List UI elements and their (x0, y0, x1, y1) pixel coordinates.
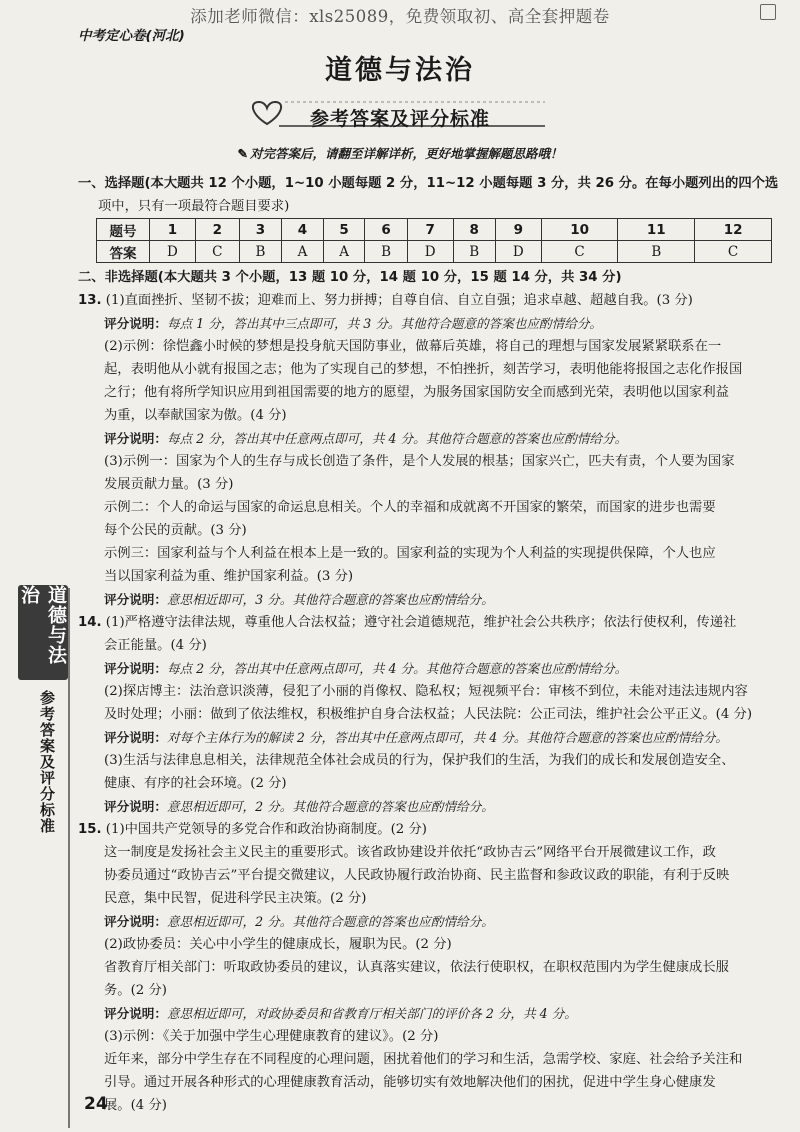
answer-line: 起，表明他从小就有报国之志；他为了实现自己的梦想，不怕挫折，刻苦学习，表明他能将报国之志化作报国 (104, 362, 743, 377)
answer-line: 这一制度是发扬社会主义民主的重要形式。该省政协建设并依托“政协吉云”网络平台开展微建议工作，政 (104, 845, 716, 860)
table-cell: B (453, 241, 495, 263)
answer-line: 协委员通过“政协吉云”平台提交微建议，人民政协履行政治协商、民主监督和参政议政的职能，有利于反映 (104, 868, 730, 883)
table-row-label: 答案 (97, 241, 150, 263)
table-row-numbers (97, 219, 772, 241)
table-cell: 8 (453, 219, 495, 241)
table-cell: 3 (239, 219, 281, 241)
answer-line: (2)示例：徐恺鑫小时候的梦想是投身航天国防事业，做幕后英雄，将自己的理想与国家发展紧紧联系在一 (104, 339, 722, 354)
table-cell: 11 (618, 219, 695, 241)
corner-square-icon (760, 4, 776, 20)
section-1-line2: 项中，只有一项最符合题目要求) (98, 199, 290, 214)
section-1-line1: 一、选择题(本大题共 12 个小题，1~10 小题每题 2 分，11~12 小题每题 3 分，共 26 分。在每小题列出的四个选 (78, 176, 779, 191)
table-cell: 9 (495, 219, 541, 241)
table-cell: A (282, 241, 324, 263)
table-cell: 4 (282, 219, 324, 241)
table-cell: C (541, 241, 618, 263)
eval-note: 评分说明：意思相近即可，3 分。其他符合题意的答案也应酌情给分。 (104, 592, 494, 607)
table-cell: 6 (365, 219, 407, 241)
q13-line: 13. (1)直面挫折、坚韧不拔；迎难而上、努力拼搏；自尊自信、自立自强；追求卓越、超越自我。(3 分) (78, 293, 693, 308)
answer-line: 民意，集中民智，促进科学民主决策。(2 分) (104, 891, 367, 906)
answer-table (96, 218, 772, 263)
watermark-text: 添加老师微信：xls25089，免费领取初、高全套押题卷 (190, 7, 610, 26)
table-row-label: 题号 (97, 219, 150, 241)
question-number: 14. (78, 615, 102, 630)
answer-line: 会正能量。(4 分) (104, 638, 207, 653)
answer-line: 近年来，部分中学生存在不同程度的心理问题，困扰着他们的学习和生活，急需学校、家庭、社会给予关注和 (104, 1052, 743, 1067)
section-1 (78, 172, 779, 218)
page-number: 24 (84, 1094, 108, 1114)
eval-note: 评分说明：意思相近即可，对政协委员和省教育厅相关部门的评价各 2 分，共 4 分。 (104, 1006, 577, 1021)
side-divider (68, 588, 70, 1128)
answer-line: (2)探店博主：法治意识淡薄，侵犯了小丽的肖像权、隐私权；短视频平台：审核不到位，未能对违法违规内容 (104, 684, 748, 699)
eval-note: 评分说明：对每个主体行为的解读 2 分，答出其中任意两点即可，共 4 分。其他符合题意的答案也应酌情给分。 (104, 730, 728, 745)
table-cell: 7 (407, 219, 453, 241)
table-cell: D (495, 241, 541, 263)
table-cell: 10 (541, 219, 618, 241)
page-title: 道德与法治 (325, 55, 475, 86)
eval-note: 评分说明：每点 2 分，答出其中任意两点即可，共 4 分。其他符合题意的答案也应酌情给分。 (104, 661, 628, 676)
answer-line: 引导。通过开展各种形式的心理健康教育活动，能够切实有效地解决他们的困扰，促进中学生身心健康发 (104, 1075, 716, 1090)
table-cell: B (239, 241, 281, 263)
subtitle: 参考答案及评分标准 (309, 108, 490, 130)
answer-line: 每个公民的贡献。(3 分) (104, 523, 247, 538)
answer-line: 发展贡献力量。(3 分) (104, 477, 234, 492)
eval-note: 评分说明：每点 2 分，答出其中任意两点即可，共 4 分。其他符合题意的答案也应酌情给分。 (104, 431, 628, 446)
table-cell: C (695, 241, 772, 263)
table-cell: C (195, 241, 239, 263)
eval-note: 评分说明：每点 1 分，答出其中三点即可，共 3 分。其他符合题意的答案也应酌情给分。 (104, 316, 603, 331)
side-section-label: 参考答案及评分标准 (38, 690, 56, 834)
table-row-answers (97, 241, 772, 263)
table-cell: B (618, 241, 695, 263)
eval-note: 评分说明：意思相近即可，2 分。其他符合题意的答案也应酌情给分。 (104, 914, 494, 929)
section-2-heading: 二、非选择题(本大题共 3 个小题，13 题 10 分，14 题 10 分，15 题 14 分，共 34 分) (78, 270, 622, 285)
answer-line: 展。(4 分) (104, 1098, 167, 1113)
answer-line: 及时处理；小丽：做到了依法维权，积极维护自身合法权益；人民法院：公正司法，维护社会公平正义。(4 分) (104, 707, 753, 722)
table-cell: 2 (195, 219, 239, 241)
table-cell: D (150, 241, 196, 263)
question-number: 15. (78, 822, 102, 837)
series-label: 中考定心卷(河北) (78, 28, 185, 44)
answer-line: 务。(2 分) (104, 983, 167, 998)
answer-line: 当以国家利益为重、维护国家利益。(3 分) (104, 569, 354, 584)
answer-line: 省教育厅相关部门：听取政协委员的建议，认真落实建议，依法行使职权，在职权范围内为学生健康成长服 (104, 960, 729, 975)
subtitle-banner (0, 96, 800, 136)
tip-line (0, 144, 800, 162)
pen-icon: ✎ (237, 146, 248, 161)
answer-line: (3)生活与法律息息相关，法律规范全体社会成员的行为，保护我们的生活，为我们的成长和发展创造安全、 (104, 753, 735, 768)
q14-line: 14. (1)严格遵守法律法规，尊重他人合法权益；遵守社会道德规范，维护社会公共秩序；依法行使权利，传递社 (78, 615, 737, 630)
section-2 (78, 266, 768, 1117)
answer-line: 健康、有序的社会环境。(2 分) (104, 776, 287, 791)
table-cell: B (365, 241, 407, 263)
table-cell: 12 (695, 219, 772, 241)
tip-text: 对完答案后，请翻至详解详析，更好地掌握解题思路哦！ (249, 146, 563, 161)
answer-line: (3)示例：《关于加强中学生心理健康教育的建议》。(2 分) (104, 1029, 439, 1044)
answer-line: 之行；他有将所学知识应用到祖国需要的地方的愿望，为服务国家国防安全而感到光荣，表明他以国家利益 (104, 385, 729, 400)
question-number: 13. (78, 293, 102, 308)
table-cell: D (407, 241, 453, 263)
table-cell: 5 (323, 219, 365, 241)
answer-line: 示例二：个人的命运与国家的命运息息相关。个人的幸福和成就离不开国家的繁荣，而国家的进步也需要 (104, 500, 716, 515)
table-cell: 1 (150, 219, 196, 241)
table-cell: A (323, 241, 365, 263)
eval-note: 评分说明：意思相近即可，2 分。其他符合题意的答案也应酌情给分。 (104, 799, 494, 814)
answer-line: (2)政协委员：关心中小学生的健康成长，履职为民。(2 分) (104, 937, 452, 952)
answer-line: (3)示例一：国家为个人的生存与成长创造了条件，是个人发展的根基；国家兴亡，匹夫有责，个人要为国家 (104, 454, 735, 469)
q15-line: 15. (1)中国共产党领导的多党合作和政治协商制度。(2 分) (78, 822, 427, 837)
side-subject-tab: 道德与法治 (18, 585, 68, 680)
answer-line: 为重，以奉献国家为傲。(4 分) (104, 408, 287, 423)
answer-line: 示例三：国家利益与个人利益在根本上是一致的。国家利益的实现为个人利益的实现提供保障，个人也应 (104, 546, 716, 561)
